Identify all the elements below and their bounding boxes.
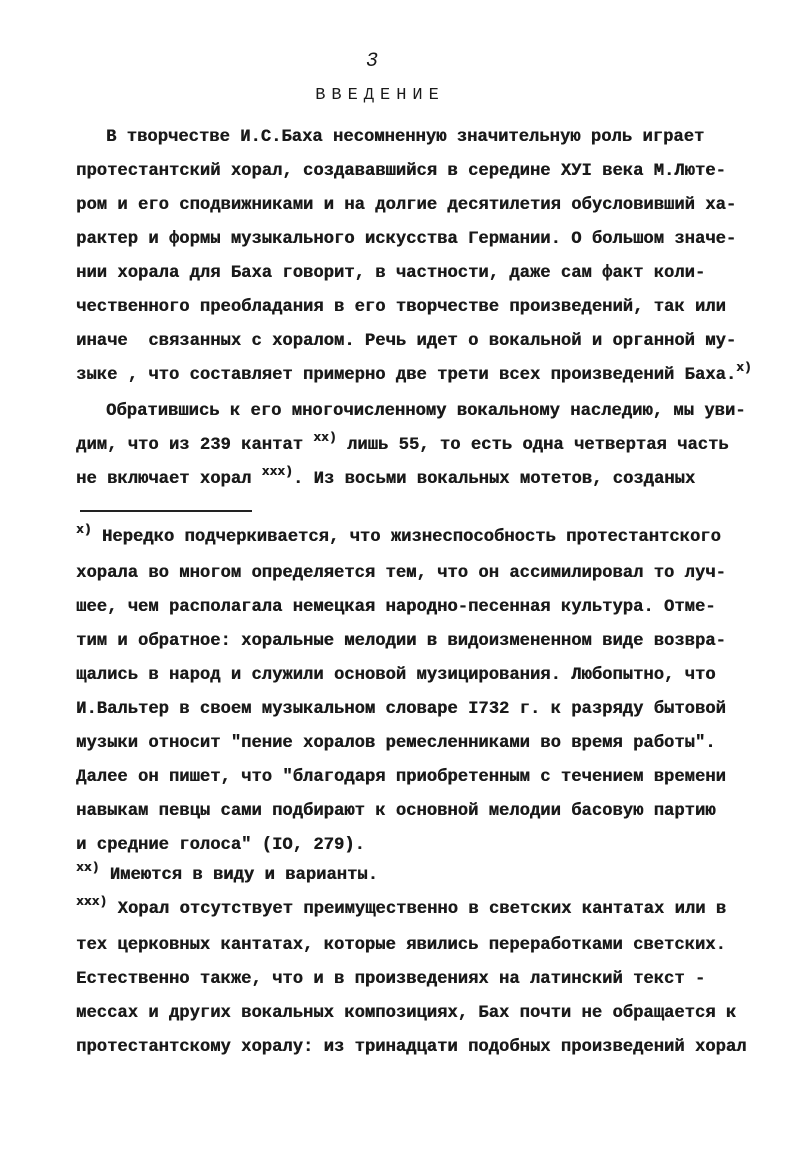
footnote-line: Далее он пишет, что "благодаря приобретенным с течением времени	[76, 768, 726, 787]
body-line	[76, 430, 729, 456]
footnote-mark: хх)	[76, 860, 100, 875]
footnote-line: и средние голоса" (IO, 279).	[76, 836, 365, 855]
footnote-line: тим и обратное: хоральные мелодии в видоизмененном виде возвра-	[76, 632, 726, 651]
footnote-text: Нередко подчеркивается, что жизнеспособность протестантского	[91, 528, 721, 547]
footnote-line: хорала во многом определяется тем, что он ассимилировал то луч-	[76, 564, 726, 583]
footnote-line	[76, 894, 727, 920]
footnote-separator	[80, 510, 252, 512]
body-line	[76, 360, 752, 386]
body-line: чественного преобладания в его творчестве произведений, так или	[76, 298, 726, 317]
body-text: лишь 55, то есть одна четвертая часть	[336, 436, 729, 455]
body-line: нии хорала для Баха говорит, в частности, даже сам факт коли-	[76, 264, 706, 283]
footnote-text: Имеются в виду и варианты.	[99, 866, 378, 885]
footnote-text: Хорал отсутствует преимущественно в светских кантатах или в	[107, 900, 727, 919]
body-line	[76, 464, 696, 490]
footnote-line: протестантскому хоралу: из тринадцати подобных произведений хорал	[76, 1038, 747, 1057]
body-line: Обратившись к его многочисленному вокальному наследию, мы уви-	[106, 402, 746, 421]
body-text: не включает хорал	[76, 470, 262, 489]
footnote-line: шее, чем располагала немецкая народно-песенная культура. Отме-	[76, 598, 716, 617]
footnote-mark: х)	[76, 522, 92, 537]
footnote-ref: х)	[736, 360, 752, 375]
page-title: ВВЕДЕНИЕ	[315, 86, 445, 105]
footnote-line	[76, 522, 721, 548]
body-line: иначе связанных с хоралом. Речь идет о вокальной и органной му-	[76, 332, 737, 351]
footnote-line: навыкам певцы сами подбирают к основной мелодии басовую партию	[76, 802, 716, 821]
body-line: В творчестве И.С.Баха несомненную значительную роль играет	[106, 128, 705, 147]
footnote-line: музыки относит "пение хоралов ремесленниками во время работы".	[76, 734, 716, 753]
footnote-line	[76, 860, 378, 886]
page-number: 3	[365, 50, 378, 73]
body-line: протестантский хорал, создававшийся в середине ХУI века М.Люте-	[76, 162, 726, 181]
body-text: . Из восьми вокальных мотетов, созданых	[292, 470, 696, 489]
footnote-line: тех церковных кантатах, которые явились переработками светских.	[76, 936, 726, 955]
footnote-line: щались в народ и служили основой музицирования. Любопытно, что	[76, 666, 716, 685]
footnote-line: мессах и других вокальных композициях, Бах почти не обращается к	[76, 1004, 737, 1023]
footnote-line: Естественно также, что и в произведениях на латинский текст -	[76, 970, 706, 989]
footnote-line: И.Вальтер в своем музыкальном словаре I732 г. к разряду бытовой	[76, 700, 726, 719]
footnote-ref: ххх)	[261, 464, 293, 479]
body-line: ром и его сподвижниками и на долгие десятилетия обусловивший ха-	[76, 196, 737, 215]
footnote-mark: ххх)	[76, 894, 108, 909]
body-text: зыке , что составляет примерно две трети всех произведений Баха.	[76, 366, 737, 385]
body-line: рактер и формы музыкального искусства Германии. О большом значе-	[76, 230, 737, 249]
body-text: дим, что из 239 кантат	[76, 436, 314, 455]
footnote-ref: хх)	[313, 430, 337, 445]
